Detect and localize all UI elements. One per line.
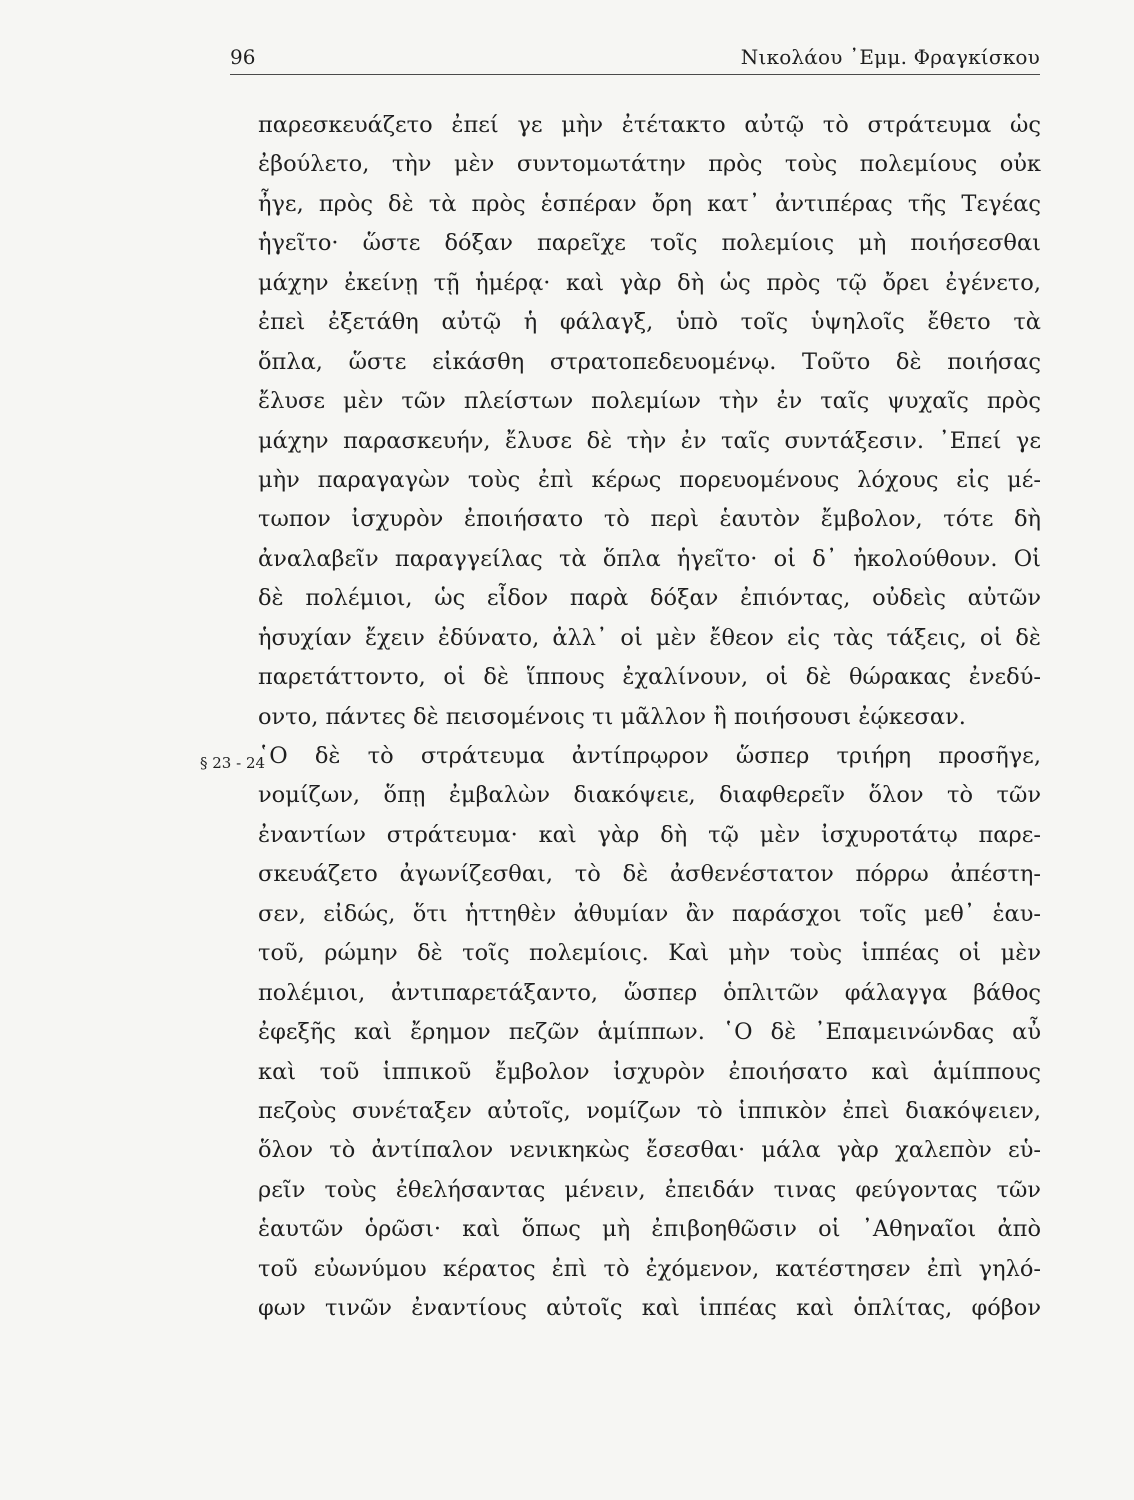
text-line: παρεσκευάζετο ἐπεί γε μὴν ἐτέτακτο αὐτῷ τὸ στράτευμα ὡς	[258, 112, 1041, 138]
text-line: τοῦ, ρώμην δὲ τοῖς πολεμίοις. Καὶ μὴν τοὺς ἱππέας οἱ μὲν	[258, 940, 1041, 967]
section-margin-note: § 23 - 24	[200, 754, 266, 772]
page-number: 96	[230, 45, 256, 69]
text-line: ἐβούλετο, τὴν μὲν συντομωτάτην πρὸς τοὺς πολεμίους οὐκ	[258, 151, 1041, 178]
text-line: παρετάττοντο, οἱ δὲ ἵππους ἐχαλίνουν, οἱ δὲ θώρακας ἐνεδύ-	[258, 664, 1041, 691]
text-line: δὲ πολέμιοι, ὡς εἶδον παρὰ δόξαν ἐπιόντας, οὐδεὶς αὐτῶν	[258, 585, 1041, 612]
text-line: ἀναλαβεῖν παραγγείλας τὰ ὅπλα ἡγεῖτο· οἱ δ᾿ ἠκολούθουν. Οἱ	[258, 545, 1041, 572]
text-line: τοῦ εὐωνύμου κέρατος ἐπὶ τὸ ἐχόμενον, κατέστησεν ἐπὶ γηλό-	[258, 1255, 1041, 1282]
text-line: ἐπεὶ ἐξετάθη αὐτῷ ἡ φάλαγξ, ὑπὸ τοῖς ὑψηλοῖς ἔθετο τὰ	[258, 309, 1041, 336]
text-line: σεν, εἰδώς, ὅτι ἡττηθὲν ἀθυμίαν ἂν παράσχοι τοῖς μεθ᾿ ἑαυ-	[258, 900, 1041, 927]
text-line: ἐφεξῆς καὶ ἔρημον πεζῶν ἁμίππων. ῾Ο δὲ ᾿Επαμεινώνδας αὖ	[258, 1019, 1041, 1046]
text-line: ἡσυχίαν ἔχειν ἐδύνατο, ἀλλ᾿ οἱ μὲν ἔθεον εἰς τὰς τάξεις, οἱ δὲ	[258, 624, 1041, 651]
text-line: ἐναντίων στράτευμα· καὶ γὰρ δὴ τῷ μὲν ἰσχυροτάτῳ παρε-	[258, 821, 1041, 848]
running-head: Νικολάου ᾿Εμμ. Φραγκίσκου	[740, 45, 1040, 69]
page-header	[230, 44, 1040, 74]
text-line: ὅπλα, ὥστε εἰκάσθη στρατοπεδευομένῳ. Τοῦτο δὲ ποιήσας	[258, 348, 1041, 375]
text-line: ρεῖν τοὺς ἐθελήσαντας μένειν, ἐπειδάν τινας φεύγοντας τῶν	[258, 1176, 1041, 1203]
text-line: ἔλυσε μὲν τῶν πλείστων πολεμίων τὴν ἐν ταῖς ψυχαῖς πρὸς	[258, 388, 1041, 415]
header-rule	[230, 74, 1040, 75]
text-line: πολέμιοι, ἀντιπαρετάξαντο, ὥσπερ ὁπλιτῶν φάλαγγα βάθος	[258, 979, 1041, 1006]
text-line: φων τινῶν ἐναντίους αὐτοῖς καὶ ἱππέας καὶ ὁπλίτας, φόβον	[258, 1295, 1041, 1322]
text-line: πεζοὺς συνέταξεν αὐτοῖς, νομίζων τὸ ἱππικὸν ἐπεὶ διακόψειεν,	[258, 1097, 1041, 1124]
text-line: τωπον ἰσχυρὸν ἐποιήσατο τὸ περὶ ἑαυτὸν ἔμβολον, τότε δὴ	[258, 506, 1041, 533]
text-line: μάχην παρασκευήν, ἔλυσε δὲ τὴν ἐν ταῖς συντάξεσιν. ᾿Επεί γε	[258, 427, 1041, 454]
text-line: μάχην ἐκείνῃ τῇ ἡμέρᾳ· καὶ γὰρ δὴ ὡς πρὸς τῷ ὄρει ἐγένετο,	[258, 269, 1041, 296]
text-line: ἑαυτῶν ὁρῶσι· καὶ ὅπως μὴ ἐπιβοηθῶσιν οἱ ᾿Αθηναῖοι ἀπὸ	[258, 1216, 1041, 1243]
text-line: μὴν παραγαγὼν τοὺς ἐπὶ κέρως πορευομένους λόχους εἰς μέ-	[258, 466, 1041, 493]
text-line: ἡγεῖτο· ὥστε δόξαν παρεῖχε τοῖς πολεμίοις μὴ ποιήσεσθαι	[258, 230, 1041, 257]
text-line: σκευάζετο ἀγωνίζεσθαι, τὸ δὲ ἀσθενέστατον πόρρω ἀπέστη-	[258, 861, 1041, 888]
text-line: νομίζων, ὅπῃ ἐμβαλὼν διακόψειε, διαφθερεῖν ὅλον τὸ τῶν	[258, 782, 1041, 809]
text-line: ἦγε, πρὸς δὲ τὰ πρὸς ἑσπέραν ὄρη κατ᾿ ἀντιπέρας τῆς Τεγέας	[258, 190, 1041, 217]
text-line: οντο, πάντες δὲ πεισομένοις τι μᾶλλον ἢ ποιήσουσι ἐῴκεσαν.	[258, 703, 966, 730]
body-text	[258, 106, 1041, 1329]
text-line: ὅλον τὸ ἀντίπαλον νενικηκὼς ἔσεσθαι· μάλα γὰρ χαλεπὸν εὑ-	[258, 1137, 1041, 1164]
text-line: καὶ τοῦ ἱππικοῦ ἔμβολον ἰσχυρὸν ἐποιήσατο καὶ ἁμίππους	[258, 1058, 1041, 1085]
text-line: ῾Ο δὲ τὸ στράτευμα ἀντίπρῳρον ὥσπερ τριήρη προσῆγε,	[258, 743, 1041, 769]
